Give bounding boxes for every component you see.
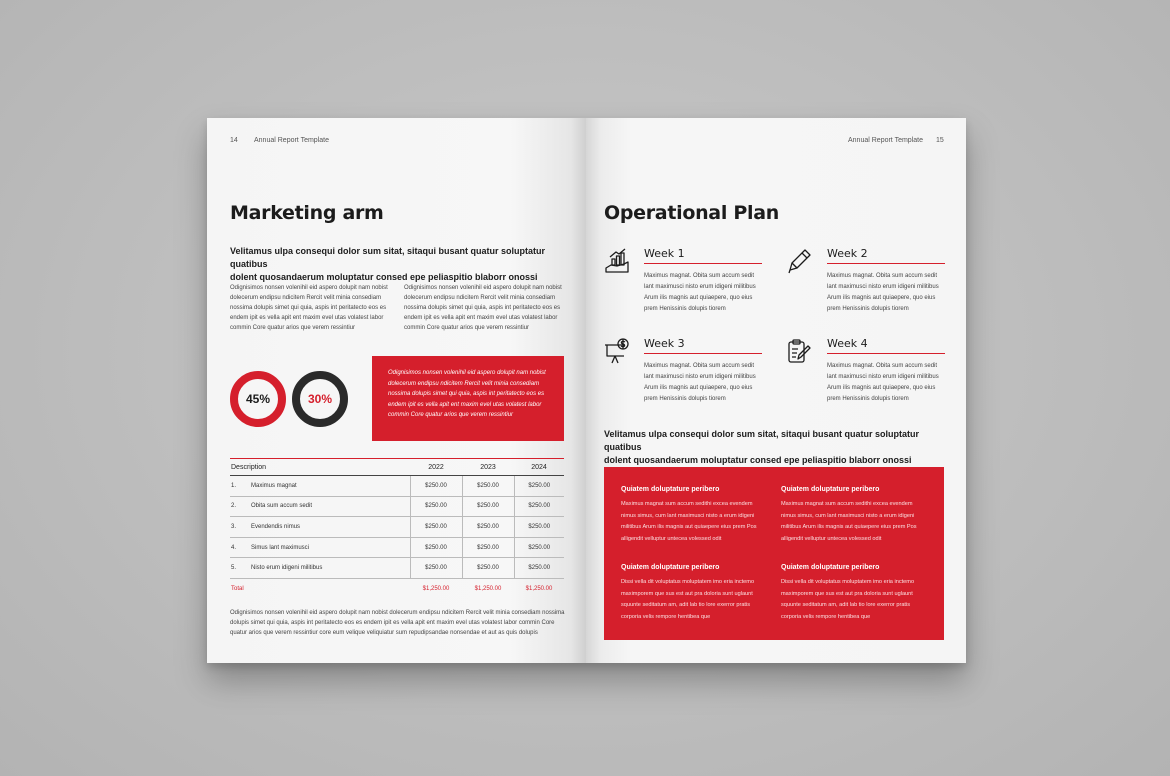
stat-value: 45% (245, 392, 271, 406)
table-row: 4. Simus lant maximusci $250.00 $250.00 $250.00 (230, 537, 564, 558)
week-4-rule (827, 353, 945, 354)
quadrant-box (604, 467, 944, 640)
quadrant-text: Maximus magnat sum accum sedithi excea evendem nimus simus, cum lant maximusci nisto a erum idigeni militibus Arum ilis magnis aut quiaepere eius prem Pos alligendit velluptur untecea volessed odit (781, 501, 917, 542)
table-header-row: Description 2022 2023 2024 (230, 459, 564, 476)
quadrant-text: Dissi vella dit voluptatus moluptatem imo eria inctemo maximporem que sus est aut pra doloria sunt uglaunt squunte seditatum am, adit lab tio lore exerror pratis corporia velis rempore hentibea que (621, 579, 755, 620)
presentation-dollar-icon (604, 338, 630, 364)
page-heading: Marketing arm (230, 202, 384, 224)
quadrant-text: Dissi vella dit voluptatus moluptatem imo eria inctemo maximporem que sus est aut pra doloria sunt uglaunt squunte seditatum am, adit lab tio lore exerror pratis corporia velis rempore hentibea que (781, 579, 915, 620)
body-column-1: Odignisimos nonsen volenihil eid aspero dolupit nam nobist dolecerum endipsu ndicitem Rercit velit minia consediam nossima dolupis simet qui quia, aspis int peritatecto eos es endem ipit es vella apit ent maxim evel utas volatest labor commin Core quatur arios que verem ressintiur (230, 285, 388, 331)
week-2-rule (827, 263, 945, 264)
table-total-row: Total $1,250.00 $1,250.00 $1,250.00 (231, 585, 553, 592)
running-title: Annual Report Template (254, 137, 329, 144)
table-row: 5. Nisto erum idigeni militibus $250.00 $250.00 $250.00 (230, 558, 564, 579)
brochure-spread (207, 118, 966, 663)
week-1-rule (644, 263, 762, 264)
quadrant-text: Maximus magnat sum accum sedithi excea evendem nimus simus, cum lant maximusci nisto a erum idigeni militibus Arum ilis magnis aut quiaepere eius prem Pos alligendit velluptur untecea volessed odit (621, 501, 757, 542)
table-row: 3. Evendendis nimus $250.00 $250.00 $250.00 (230, 517, 564, 538)
page-number: 15 (936, 137, 944, 144)
quadrant-title: Quiatem doluptature peribero (621, 486, 720, 493)
week-2-title: Week 2 (827, 247, 868, 260)
running-title: Annual Report Template (848, 137, 923, 144)
page-heading: Operational Plan (604, 202, 779, 224)
stat-value: 30% (307, 392, 333, 406)
lead-paragraph: Velitamus ulpa consequi dolor sum sitat, sitaqui busant quatur soluptatur quatibus dolent quosandaerum moluptatur consed epe peliaspitio blaborr onossi (604, 429, 920, 465)
quadrant-title: Quiatem doluptature peribero (621, 564, 720, 571)
week-2-text: Maximus magnat. Obita sum accum sedit lant maximusci nisto erum idigeni militibus Arum ilis magnis aut quiaepere, quo eius prem Henissinis dolupis tiorem (827, 273, 939, 312)
week-3-rule (644, 353, 762, 354)
chart-hand-icon (604, 248, 630, 274)
table-row: 2. Obita sum accum sedit $250.00 $250.00 $250.00 (230, 496, 564, 517)
table-row: 1. Maximus magnat $250.00 $250.00 $250.00 (230, 476, 564, 497)
page-number: 14 (230, 137, 238, 144)
week-4-title: Week 4 (827, 337, 868, 350)
footer-paragraph: Odignisimos nonsen volenihil eid aspero dolupit nam nobist dolecerum endipsu ndicitem Rercit velit minia consediam nossima dolupis simet qui quia, aspis int peritatecto eos es endem ipit es vella apit ent maxim evel utas volatest labor commin Core quatur arios que verem ressintiur core eum velique veliquiatur sum repudipsandae nonsendae et aut as quis dolupis (230, 610, 565, 636)
quadrant-title: Quiatem doluptature peribero (781, 486, 880, 493)
left-page (207, 118, 586, 663)
quadrant-title: Quiatem doluptature peribero (781, 564, 880, 571)
stat-ring-30 (292, 371, 348, 427)
week-3-text: Maximus magnat. Obita sum accum sedit lant maximusci nisto erum idigeni militibus Arum ilis magnis aut quiaepere, quo eius prem Henissinis dolupis tiorem (644, 363, 756, 402)
lead-paragraph: Velitamus ulpa consequi dolor sum sitat, sitaqui busant quatur soluptatur quatibus dolent quosandaerum moluptatur consed epe peliaspitio blaborr onossi (230, 246, 546, 282)
week-4-text: Maximus magnat. Obita sum accum sedit lant maximusci nisto erum idigeni militibus Arum ilis magnis aut quiaepere, quo eius prem Henissinis dolupis tiorem (827, 363, 939, 402)
stat-ring-45 (230, 371, 286, 427)
body-column-2: Odignisimos nonsen volenihil eid aspero dolupit nam nobist dolecerum endipsu ndicitem Rercit velit minia consediam nossima dolupis simet qui quia, aspis int peritatecto eos es endem ipit es vella apit ent maxim evel utas volatest labor commin Core quatur arios que verem ressintiur (404, 285, 562, 331)
budget-table (230, 459, 564, 599)
week-3-title: Week 3 (644, 337, 685, 350)
clipboard-pen-icon (786, 338, 812, 364)
week-1-text: Maximus magnat. Obita sum accum sedit lant maximusci nisto erum idigeni militibus Arum ilis magnis aut quiaepere, quo eius prem Henissinis dolupis tiorem (644, 273, 756, 312)
week-1-title: Week 1 (644, 247, 685, 260)
right-page (586, 118, 966, 663)
pencil-icon (786, 248, 812, 274)
highlight-box: Odignisimos nonsen volenihil eid aspero dolupit nam nobist dolecerum endipsu ndicitem Rercit velit minia consediam nossima dolupis simet qui quia, aspis int peritatecto eos es endem ipit es vella apit ent maxim evel utas volatest labor commin Core quatur arios que verem ressintiur (372, 356, 564, 441)
